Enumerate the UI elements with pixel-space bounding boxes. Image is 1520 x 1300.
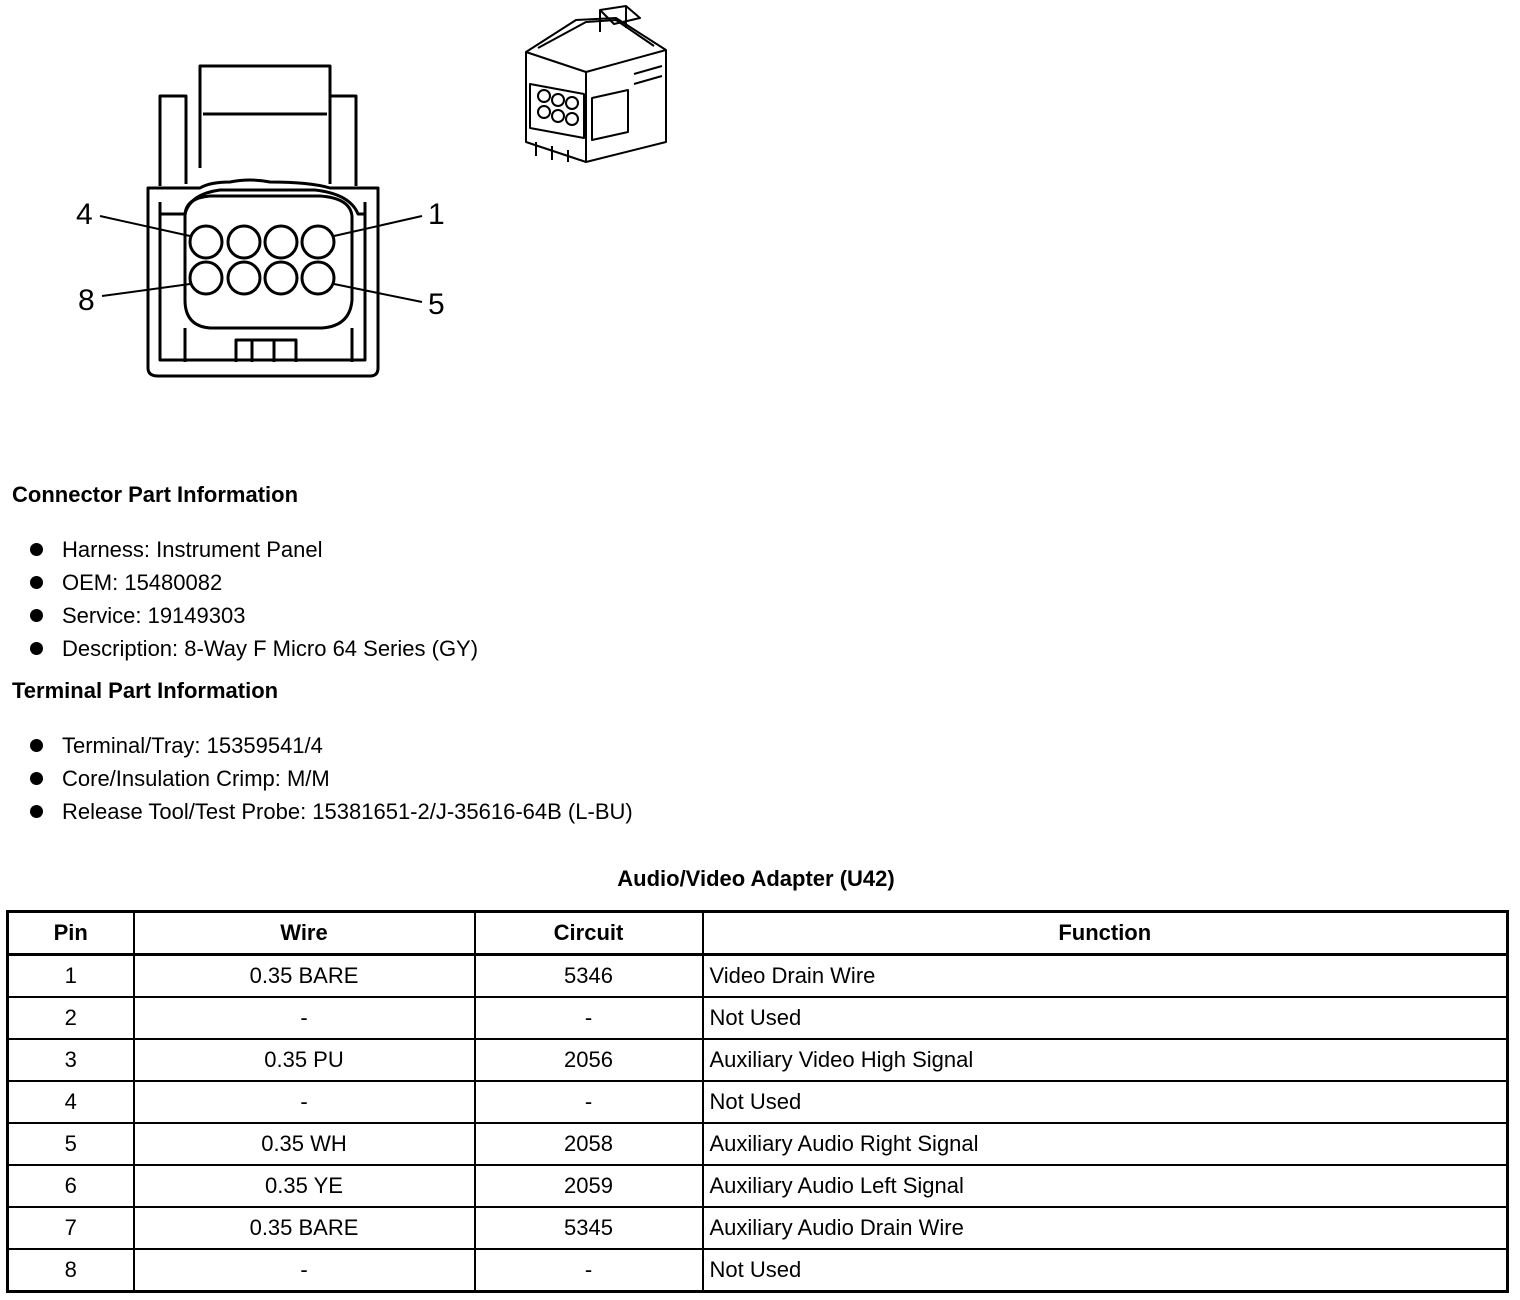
table-row bbox=[8, 1081, 1508, 1123]
pin-callout-8: 8 bbox=[78, 284, 95, 317]
connector-face-diagram bbox=[60, 50, 460, 390]
pinout-table bbox=[6, 910, 1509, 1293]
bullet-icon bbox=[30, 609, 43, 622]
cell-circuit: - bbox=[475, 997, 703, 1039]
bullet-icon bbox=[30, 772, 43, 785]
table-row bbox=[8, 955, 1508, 998]
table-row bbox=[8, 1039, 1508, 1081]
cell-function: Auxiliary Audio Right Signal bbox=[703, 1123, 1508, 1165]
cell-function: Auxiliary Audio Drain Wire bbox=[703, 1207, 1508, 1249]
connector-part-info-heading: Connector Part Information bbox=[12, 482, 299, 507]
list-item bbox=[30, 729, 633, 762]
list-item bbox=[30, 566, 478, 599]
list-item-text: Description: 8-Way F Micro 64 Series (GY) bbox=[62, 636, 479, 661]
bullet-icon bbox=[30, 642, 43, 655]
cell-wire: - bbox=[134, 997, 475, 1039]
cell-circuit: 2059 bbox=[475, 1165, 703, 1207]
table-title: Audio/Video Adapter (U42) bbox=[617, 866, 895, 891]
cell-function: Not Used bbox=[703, 997, 1508, 1039]
column-header-function: Function bbox=[703, 912, 1508, 955]
cell-pin: 7 bbox=[8, 1207, 134, 1249]
cell-function: Auxiliary Video High Signal bbox=[703, 1039, 1508, 1081]
column-header-wire: Wire bbox=[134, 912, 475, 955]
cell-wire: - bbox=[134, 1081, 475, 1123]
list-item-text: Release Tool/Test Probe: 15381651-2/J-35616-64B (L-BU) bbox=[62, 799, 633, 824]
list-item-text: OEM: 15480082 bbox=[62, 570, 223, 595]
table-row bbox=[8, 1249, 1508, 1292]
cell-wire: 0.35 BARE bbox=[134, 1207, 475, 1249]
cell-circuit: - bbox=[475, 1081, 703, 1123]
list-item bbox=[30, 795, 633, 828]
column-header-pin: Pin bbox=[8, 912, 134, 955]
table-row bbox=[8, 1207, 1508, 1249]
bullet-icon bbox=[30, 739, 43, 752]
list-item bbox=[30, 599, 478, 632]
connector-isometric-diagram bbox=[516, 2, 676, 172]
list-item-text: Harness: Instrument Panel bbox=[62, 537, 323, 562]
cell-pin: 8 bbox=[8, 1249, 134, 1292]
table-row bbox=[8, 997, 1508, 1039]
cell-wire: 0.35 BARE bbox=[134, 955, 475, 998]
list-item bbox=[30, 632, 478, 665]
pin-callout-4: 4 bbox=[76, 198, 93, 231]
cell-wire: 0.35 WH bbox=[134, 1123, 475, 1165]
cell-pin: 1 bbox=[8, 955, 134, 998]
terminal-part-info-list bbox=[30, 729, 633, 828]
cell-pin: 5 bbox=[8, 1123, 134, 1165]
cell-pin: 4 bbox=[8, 1081, 134, 1123]
cell-circuit: 5346 bbox=[475, 955, 703, 998]
list-item-text: Core/Insulation Crimp: M/M bbox=[62, 766, 330, 791]
bullet-icon bbox=[30, 576, 43, 589]
cell-wire: 0.35 YE bbox=[134, 1165, 475, 1207]
connector-part-info-list bbox=[30, 533, 478, 665]
bullet-icon bbox=[30, 805, 43, 818]
pin-callout-1: 1 bbox=[428, 198, 445, 231]
cell-pin: 2 bbox=[8, 997, 134, 1039]
cell-function: Video Drain Wire bbox=[703, 955, 1508, 998]
list-item bbox=[30, 533, 478, 566]
cell-function: Not Used bbox=[703, 1249, 1508, 1292]
pin-callout-5: 5 bbox=[428, 288, 445, 321]
list-item bbox=[30, 762, 633, 795]
table-row bbox=[8, 1123, 1508, 1165]
cell-function: Auxiliary Audio Left Signal bbox=[703, 1165, 1508, 1207]
terminal-part-info-heading: Terminal Part Information bbox=[12, 678, 279, 703]
cell-circuit: - bbox=[475, 1249, 703, 1292]
bullet-icon bbox=[30, 543, 43, 556]
table-row bbox=[8, 1165, 1508, 1207]
cell-circuit: 5345 bbox=[475, 1207, 703, 1249]
list-item-text: Terminal/Tray: 15359541/4 bbox=[62, 733, 323, 758]
list-item-text: Service: 19149303 bbox=[62, 603, 246, 628]
column-header-circuit: Circuit bbox=[475, 912, 703, 955]
cell-circuit: 2056 bbox=[475, 1039, 703, 1081]
cell-wire: - bbox=[134, 1249, 475, 1292]
cell-pin: 3 bbox=[8, 1039, 134, 1081]
cell-circuit: 2058 bbox=[475, 1123, 703, 1165]
cell-wire: 0.35 PU bbox=[134, 1039, 475, 1081]
cell-function: Not Used bbox=[703, 1081, 1508, 1123]
cell-pin: 6 bbox=[8, 1165, 134, 1207]
table-header-row bbox=[8, 912, 1508, 955]
